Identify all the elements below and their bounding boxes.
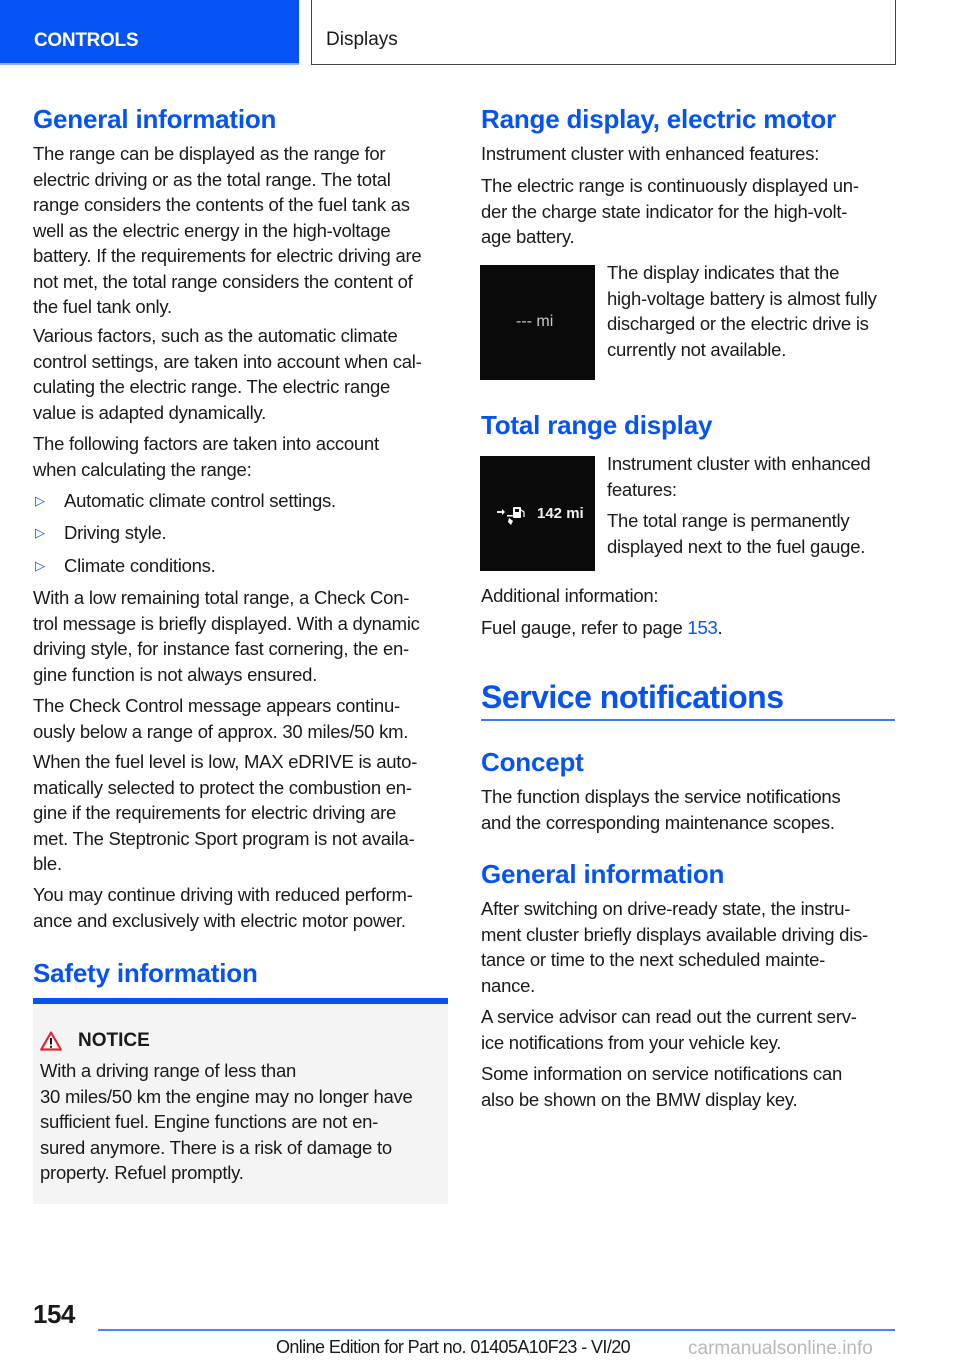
total-range-caption-2: The total range is permanently displayed next to the fuel gauge. [607,510,866,557]
range-electric-intro: Instrument cluster with enhanced features: [481,143,820,164]
edition-text: Online Edition for Part no. 01405A10F23 - VI/20 [276,1337,631,1357]
general-info-para-4: With a low remaining total range, a Check Con- trol message is briefly displayed. With a dynamic driving style, for instance fast cornering, the en- gine function is not always ensured. [33,587,420,685]
total-range-heading: Total range display [481,410,713,440]
triangle-right-icon: ▷ [35,558,45,573]
electric-range-display-image [480,265,595,380]
range-electric-para: The electric range is continuously displayed un- der the charge state indicator for the high-volt- age battery. [481,175,859,247]
chapter-box [311,0,896,65]
service-general-info-heading: General information [481,859,725,889]
concept-text: The function displays the service notifications and the corresponding maintenance scopes. [481,786,841,833]
additional-info-label: Additional information: [481,585,659,606]
triangle-right-icon: ▷ [35,493,45,508]
general-info-para-6: When the fuel level is low, MAX eDRIVE is auto- matically selected to protect the combustion en- gine if the requirements for electric driving are met. The Steptronic Sport program is not availa- ble. [33,751,418,874]
general-info-para-1: The range can be displayed as the range for electric driving or as the total range. The total range considers the contents of the fuel tank as well as the electric energy in the high-voltage battery. If the requirements for electric driving are not met, the total range considers the content of the fuel tank only. [33,143,422,317]
notice-text: With a driving range of less than 30 miles/50 km the engine may no longer have sufficient fuel. Engine functions are not en- sured anymore. There is a risk of damage to property. Refuel promptly. [40,1060,413,1183]
watermark: carmanualsonline.info [688,1338,873,1359]
triangle-right-icon: ▷ [35,525,45,540]
notice-label: NOTICE [78,1030,150,1051]
fuel-gauge-reference: Fuel gauge, refer to page 153. [481,617,723,638]
total-range-value: 142 mi [537,505,584,522]
footer-rule [98,1329,895,1331]
total-range-caption-1: Instrument cluster with enhanced features: [607,453,871,500]
general-info-para-3: The following factors are taken into account when calculating the range: [33,433,379,480]
section-tab [0,0,299,65]
electric-range-caption: The display indicates that the high-voltage battery is almost fully discharged or the electric drive is currently not available. [607,262,877,360]
general-info-para-2: Various factors, such as the automatic climate control settings, are taken into account when cal- culating the electric range. The electric range value is adapted dynamically. [33,325,422,423]
fuel-pump-icon [496,506,526,526]
total-range-display-image [480,456,595,571]
notice-box [33,998,448,1204]
general-info-heading: General information [33,104,277,134]
page-number: 154 [33,1299,75,1329]
safety-info-heading: Safety information [33,958,258,988]
range-electric-heading: Range display, electric motor [481,104,836,134]
warning-triangle-icon [40,1031,62,1051]
general-info-para-7: You may continue driving with reduced perform- ance and exclusively with electric motor power. [33,884,413,931]
service-general-para-1: After switching on drive-ready state, the instru- ment cluster briefly displays available driving dis- tance or time to the next scheduled mainte- nance. [481,898,868,996]
general-info-para-5: The Check Control message appears continu- ously below a range of approx. 30 miles/50 km. [33,695,409,742]
heading-rule [481,719,895,721]
concept-heading: Concept [481,747,584,777]
service-general-para-3: Some information on service notifications can also be shown on the BMW display key. [481,1063,842,1110]
chapter-label: Displays [326,29,398,50]
section-label: CONTROLS [34,30,139,51]
service-general-para-2: A service advisor can read out the current serv- ice notifications from your vehicle key. [481,1006,857,1053]
electric-range-value: --- mi [516,313,554,330]
service-notifications-heading: Service notifications [481,679,784,715]
page-link-153[interactable]: 153 [687,617,718,638]
